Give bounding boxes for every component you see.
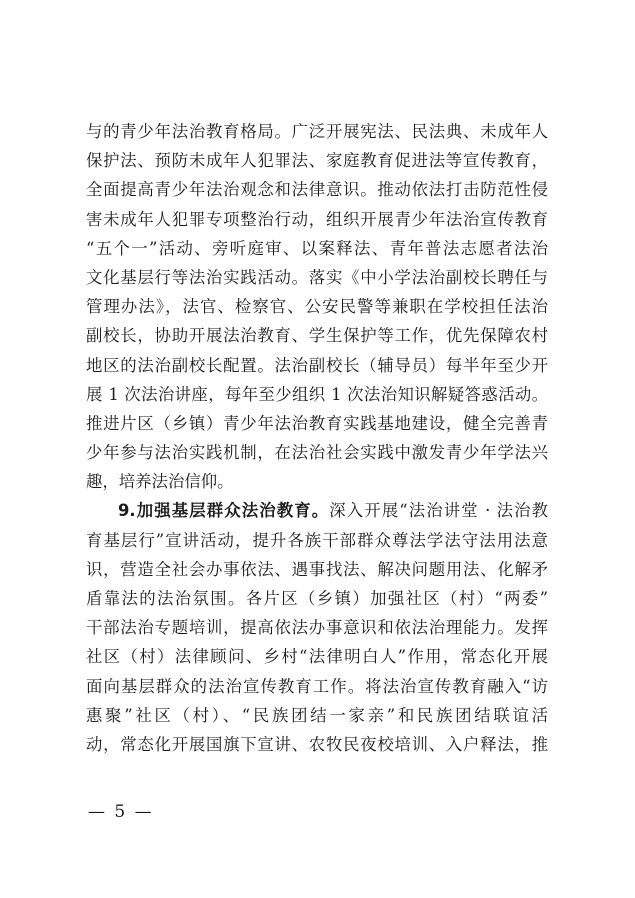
- text-line: 干部法治专题培训，提高依法办事意识和依法治理能力。发挥: [86, 618, 548, 638]
- text-line: 社区（村）法律顾问、乡村“法律明白人”作用，常态化开展: [86, 647, 548, 667]
- text-line: 趣，培养法治信仰。: [86, 472, 234, 492]
- text-line: 育基层行”宣讲活动，提升各族干部群众尊法学法守法用法意: [86, 530, 548, 550]
- text-line: 展 1 次法治讲座，每年至少组织 1 次法治知识解疑答惑活动。: [86, 384, 548, 404]
- text-line: 动，常态化开展国旗下宣讲、农牧民夜校培训、入户释法，推: [86, 734, 548, 754]
- item-heading: 9.加强基层群众法治教育。: [118, 501, 330, 521]
- text-line: 害未成年人犯罪专项整治行动，组织开展青少年法治宣传教育: [86, 209, 548, 229]
- text-line: 地区的法治副校长配置。法治副校长（辅导员）每半年至少开: [86, 355, 548, 375]
- text-line: 副校长，协助开展法治教育、学生保护等工作，优先保障农村: [86, 326, 548, 346]
- text-line: 面向基层群众的法治宣传教育工作。将法治宣传教育融入“访: [86, 676, 548, 696]
- page-number: — 5 —: [88, 802, 154, 822]
- text-line: 盾靠法的法治氛围。各片区（乡镇）加强社区（村）“两委”: [86, 589, 548, 608]
- text-line: 文化基层行等法治实践活动。落实《中小学法治副校长聘任与: [86, 267, 548, 287]
- paragraph-first-line: [86, 496, 548, 525]
- text-line: 管理办法》，法官、检察官、公安民警等兼职在学校担任法治: [86, 297, 548, 317]
- text-span: 深入开展“法治讲堂 · 法治教: [329, 501, 548, 521]
- text-line: “五个一”活动、旁听庭审、以案释法、青年普法志愿者法治: [86, 238, 548, 258]
- text-line: 与的青少年法治教育格局。广泛开展宪法、民法典、未成年人: [86, 122, 548, 141]
- text-line: 少年参与法治实践机制，在法治社会实践中激发青少年学法兴: [86, 443, 548, 463]
- body-text: [86, 117, 548, 759]
- text-line: 推进片区（乡镇）青少年法治教育实践基地建设，健全完善青: [86, 413, 548, 433]
- text-line: 全面提高青少年法治观念和法律意识。推动依法打击防范性侵: [86, 180, 548, 200]
- text-line: 惠聚”社区（村）、“民族团结一家亲”和民族团结联谊活: [86, 705, 548, 725]
- text-line: 识，营造全社会办事依法、遇事找法、解决问题用法、化解矛: [86, 559, 548, 579]
- text-line: 保护法、预防未成年人犯罪法、家庭教育促进法等宣传教育，: [86, 151, 548, 171]
